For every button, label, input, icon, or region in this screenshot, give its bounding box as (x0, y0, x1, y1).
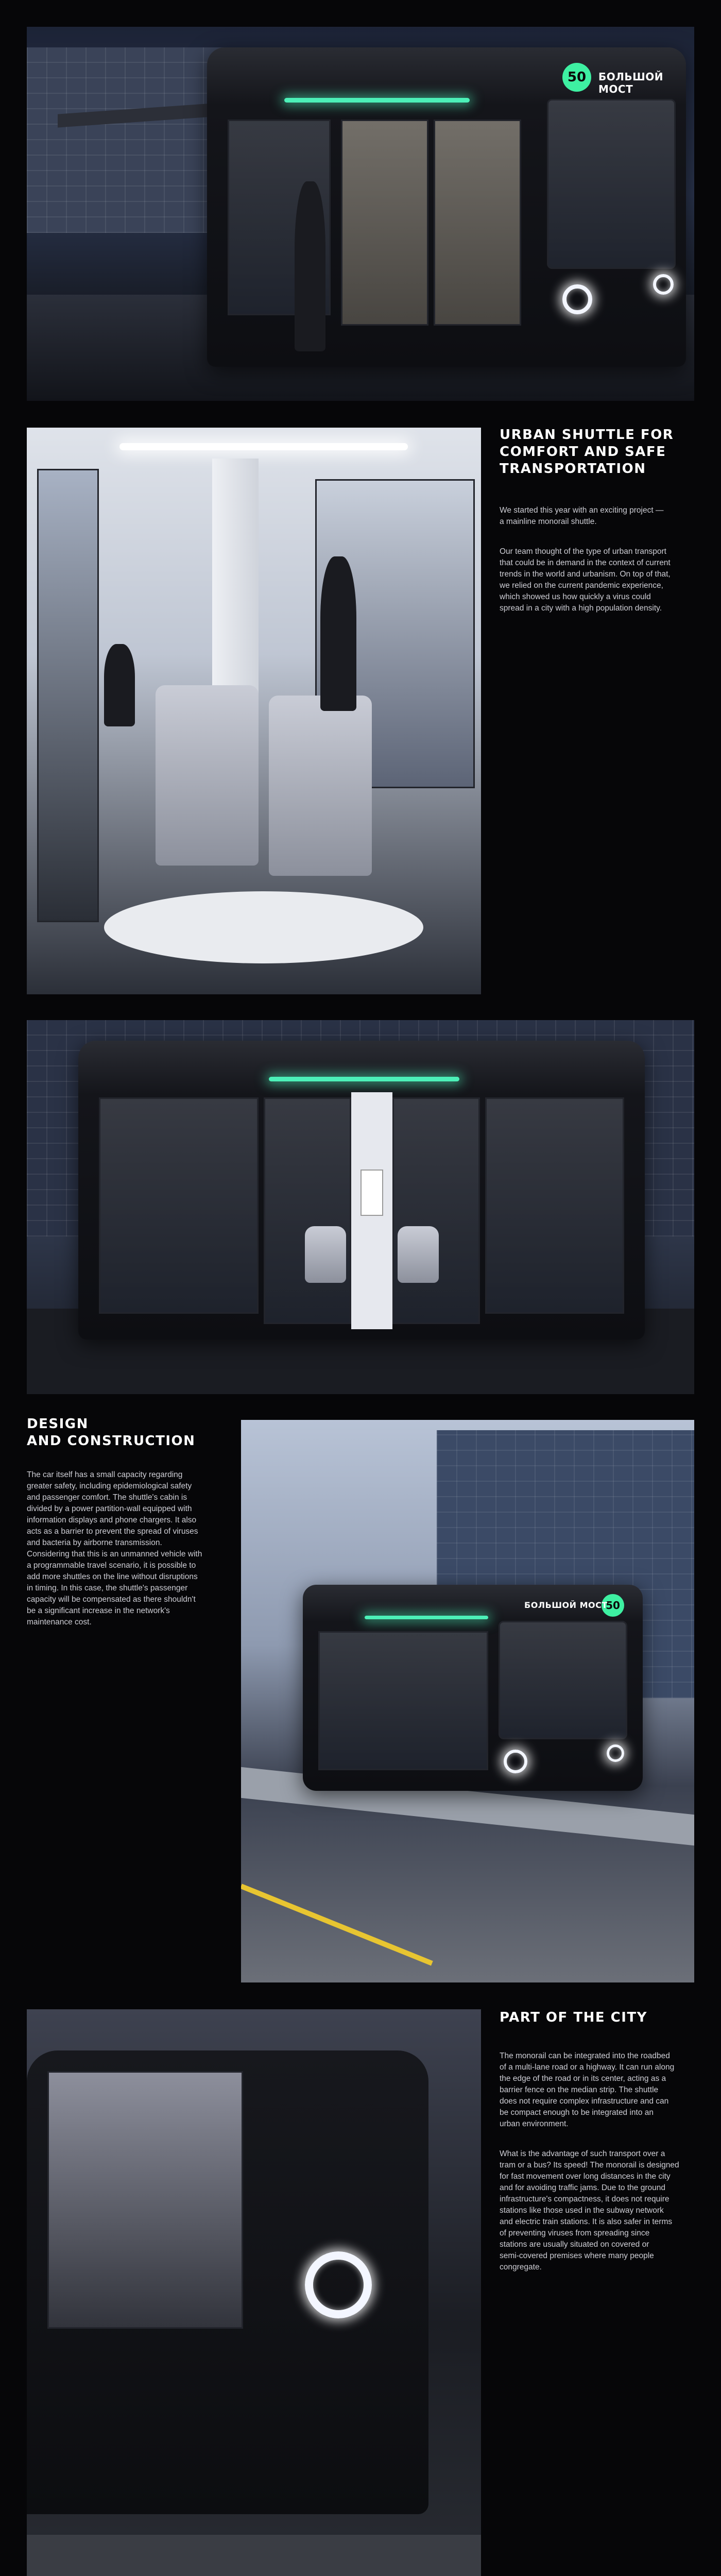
section-body-city (500, 2039, 706, 2292)
shuttle-door (264, 1097, 351, 1324)
shuttle-front-window (499, 1621, 627, 1739)
hero-station-photo (27, 27, 694, 401)
route-number-badge: 50 (562, 63, 591, 92)
shuttle-door (341, 120, 428, 326)
route-name-display: БОЛЬШОЙ МОСТ (598, 71, 664, 95)
headlight-ring-icon (504, 1750, 527, 1773)
paragraph: What is the advantage of such transport over a tram or a bus? Its speed! The monorail is designed for fast movement over long distances in the city and for avoiding traffic jams. Due to the ground infrastructure's compactness, it does not require stations like those used in the subway network and electric train stations. It is also safer in terms of preventing viruses from spreading since stations are usually situated on covered or semi-covered premises where many people congregate. (500, 2149, 679, 2272)
shuttle-light-bar (269, 1077, 459, 1081)
seat (398, 1226, 439, 1283)
floor-platform (104, 891, 423, 963)
shuttle-light-bar (284, 98, 470, 103)
shuttle-window (99, 1097, 259, 1314)
section-body-design: The car itself has a small capacity regarding greater safety, including epidemiological safety and passenger comfort. The shuttle's cabin is divided by a power partition-wall equipped with information displays and phone chargers. It also acts as a barrier to prevent the spread of viruses and bacteria by airborne transmission. Considering that this is an unmanned vehicle with a programmable travel scenario, it is possible to add more shuttles on the line without disruptions in timing. In this case, the shuttle's passenger capacity will be compensated as there shouldn't be a significant increase in the network's maintenance cost. (27, 1470, 202, 1626)
left-window (37, 469, 99, 922)
shuttle-body (78, 1041, 645, 1340)
shuttle-body (207, 47, 686, 367)
standing-passenger (320, 556, 356, 711)
shuttle-light-bar (365, 1616, 488, 1619)
shuttle-front-window (547, 99, 676, 269)
shuttle-body (303, 1585, 643, 1791)
section-title-city: PART OF THE CITY (500, 2010, 647, 2025)
section-title-design: DESIGN AND CONSTRUCTION (27, 1416, 196, 1449)
section-body-urban (500, 494, 700, 633)
shuttle-window (485, 1097, 624, 1314)
info-display (360, 1170, 383, 1216)
walking-passenger (295, 181, 325, 351)
section-title-urban: URBAN SHUTTLE FOR COMFORT AND SAFE TRANSPORTATION (500, 427, 674, 477)
seated-passenger (104, 644, 135, 726)
shuttle-side-photo (27, 1020, 694, 1394)
platform-edge (27, 2535, 481, 2576)
paragraph: We started this year with an exciting project — a mainline monorail shuttle. (500, 506, 664, 526)
interior-seats-photo (27, 428, 481, 994)
route-number-badge: 50 (602, 1594, 624, 1617)
paragraph: Our team thought of the type of urban transport that could be in demand in the context of current trends in the world and urbanism. On top of that, we relied on the current pandemic experience, which showed us how quickly a virus could spread in a city with a high population density. (500, 547, 671, 613)
divider-partition (351, 1092, 392, 1329)
seat (305, 1226, 346, 1283)
headlight-ring-icon (607, 1744, 624, 1762)
paragraph: The monorail can be integrated into the roadbed of a multi-lane road or a highway. It can run along the edge of the road or in its center, acting as a barrier fence on the median strip. The shuttle does not require complex infrastructure and can be compact enough to be integrated into an urban environment. (500, 2052, 675, 2128)
headlight-ring-icon (562, 284, 592, 314)
ceiling-light (119, 443, 408, 450)
shuttle-door (434, 120, 521, 326)
headlight-closeup-photo (27, 2009, 481, 2576)
headlight-ring-icon (305, 2251, 372, 2318)
headlight-ring-icon (653, 274, 674, 295)
shuttle-window (47, 2071, 243, 2329)
shuttle-on-rail-photo (241, 1420, 694, 1982)
shuttle-door (392, 1097, 480, 1324)
seat (156, 685, 259, 866)
road-marking (241, 1884, 433, 1965)
route-name-display: БОЛЬШОЙ МОСТ (524, 1600, 608, 1610)
seat (269, 696, 372, 876)
shuttle-window (318, 1631, 488, 1770)
